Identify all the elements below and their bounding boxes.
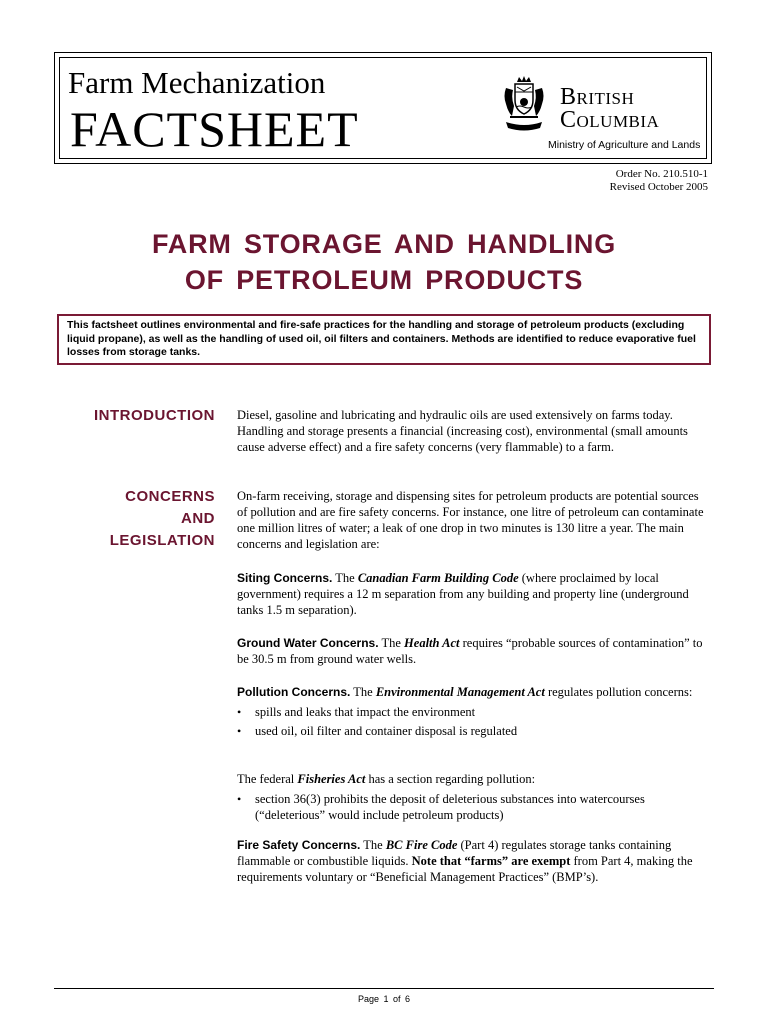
fisheries-section — [237, 771, 712, 826]
document-title — [40, 226, 728, 298]
pollution-bullet-list — [237, 704, 712, 739]
introduction-body — [237, 407, 712, 455]
fire-mid: (Part 4) regulates storage tanks containing flammable or combustible liquids. — [237, 838, 672, 868]
pollution-paragraph — [237, 684, 712, 700]
series-title: Farm Mechanization — [68, 65, 326, 100]
fire-pre: The — [360, 838, 386, 852]
fire-safety-concerns — [237, 837, 712, 885]
fire-paragraph — [237, 837, 712, 885]
concerns-heading-line1: CONCERNS — [125, 488, 215, 505]
siting-paragraph — [237, 570, 712, 618]
concerns-heading — [110, 486, 215, 552]
document-title-line2: OF PETROLEUM PRODUCTS — [184, 265, 584, 295]
siting-concerns — [237, 570, 712, 618]
list-item: • spills and leaks that impact the environment — [237, 704, 712, 720]
document-type: FACTSHEET — [70, 101, 359, 157]
factsheet-header — [54, 52, 712, 164]
footer-divider — [54, 988, 714, 989]
revised-date: Revised October 2005 — [609, 181, 708, 193]
order-info — [610, 168, 708, 194]
introduction-heading: INTRODUCTION — [94, 407, 215, 424]
groundwater-concerns — [237, 635, 712, 667]
pollution-post: regulates pollution concerns: — [544, 685, 693, 699]
government-name-columbia: Columbia — [560, 107, 660, 133]
fisheries-bullet-list — [237, 791, 712, 823]
concerns-intro-text: On-farm receiving, storage and dispensing sites for petroleum products are potential sources of pollution and are fire safety concerns. For instance, one litre of petroleum can contaminate one million litres of water; a leak of one drop in two minutes is 130 litre a year. The main concerns and legislation are: — [237, 489, 704, 551]
government-name-british: British — [560, 84, 635, 110]
groundwater-paragraph — [237, 635, 712, 667]
ministry-name: Ministry of Agriculture and Lands — [548, 139, 701, 151]
pollution-pre: The — [350, 685, 376, 699]
concerns-intro — [237, 488, 712, 552]
groundwater-label: Ground Water Concerns. — [237, 636, 379, 650]
fire-post: from Part 4, making the requirements voluntary or “Beneficial Management Practices” (BMP’s). — [237, 854, 693, 884]
document-title-line1: FARM STORAGE AND HANDLING — [152, 229, 616, 259]
fisheries-post: has a section regarding pollution: — [365, 772, 536, 786]
pollution-label: Pollution Concerns. — [237, 685, 351, 699]
groundwater-post: requires “probable sources of contamination” to be 30.5 m from ground water wells. — [237, 636, 703, 666]
fire-note: Note that “farms” are exempt — [411, 854, 571, 868]
fire-label: Fire Safety Concerns. — [237, 838, 361, 852]
groundwater-act: Health Act — [404, 636, 460, 650]
fire-act: BC Fire Code — [385, 838, 458, 852]
bc-coat-of-arms-icon — [500, 76, 548, 134]
concerns-heading-line3: LEGISLATION — [109, 532, 215, 549]
fisheries-paragraph — [237, 771, 712, 787]
siting-label: Siting Concerns. — [237, 571, 333, 585]
list-item: • section 36(3) prohibits the deposit of deleterious substances into watercourses (“deleterious” would include petroleum products) — [237, 791, 712, 823]
page-number: Page 1 of 6 — [357, 994, 411, 1004]
government-name-line2 — [560, 107, 659, 133]
header-inner-frame — [59, 57, 707, 159]
list-item: • used oil, oil filter and container disposal is regulated — [237, 723, 712, 739]
siting-post: (where proclaimed by local government) requires a 12 m separation from any building and property line (underground tanks 1.5 m separation). — [237, 571, 689, 617]
fisheries-pre: The federal — [237, 772, 298, 786]
groundwater-pre: The — [378, 636, 405, 650]
pollution-act: Environmental Management Act — [375, 685, 545, 699]
abstract-box: This factsheet outlines environmental and fire-safe practices for the handling and storage of petroleum products (excluding liquid propane), as well as the handling of used oil, oil filters and containers. Methods are identified to reduce evaporative fuel losses from storage tanks. — [57, 314, 711, 365]
siting-act: Canadian Farm Building Code — [357, 571, 519, 585]
order-number: Order No. 210.510-1 — [615, 168, 708, 180]
introduction-text: Diesel, gasoline and lubricating and hydraulic oils are used extensively on farms today. Handling and storage presents a financial (increasing cost), environmental (small amounts cause adverse effect) and a fire safety concerns (very flammable) to a farm. — [237, 408, 688, 454]
concerns-heading-line2: AND — [181, 510, 215, 527]
pollution-concerns — [237, 684, 712, 742]
fisheries-act: Fisheries Act — [297, 772, 366, 786]
siting-pre: The — [332, 571, 358, 585]
